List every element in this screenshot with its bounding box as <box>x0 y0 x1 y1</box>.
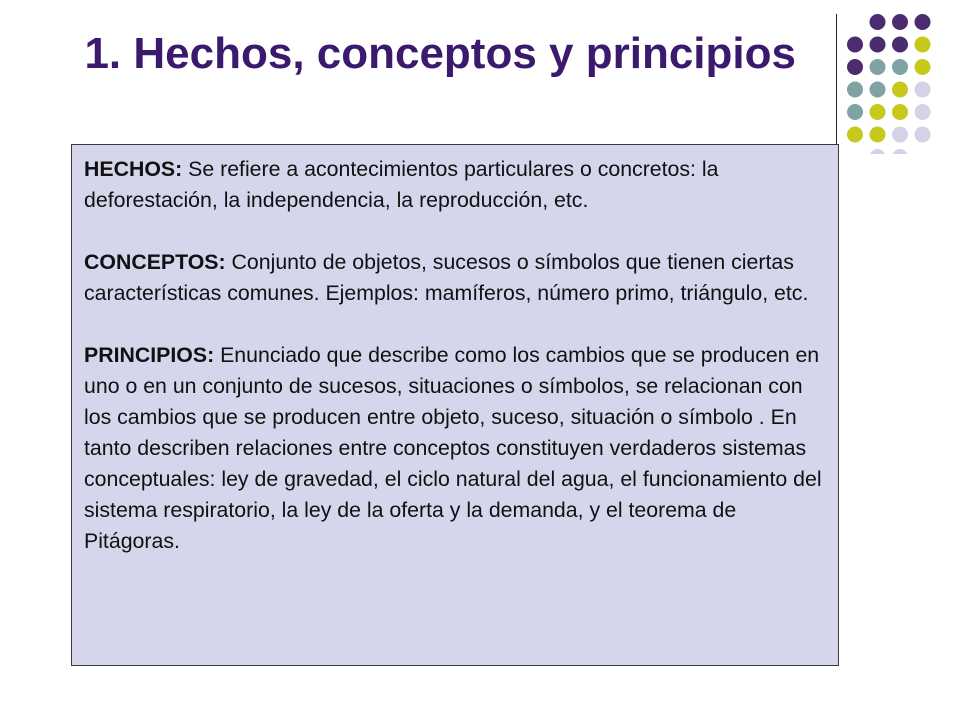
decorative-dot <box>870 37 886 53</box>
decorative-dot <box>870 127 886 143</box>
decorative-dot <box>847 127 863 143</box>
decorative-dot <box>892 82 908 98</box>
conceptos-text: Conjunto de objetos, sucesos o símbolos que tienen ciertas características comunes. Ejemplos: mamíferos, número primo, triángulo, etc. <box>84 250 809 305</box>
decorative-dot <box>915 127 931 143</box>
principios-definition <box>84 340 826 557</box>
hechos-text: Se refiere a acontecimientos particulares o concretos: la deforestación, la independencia, la reproducción, etc. <box>84 157 719 212</box>
title-divider-line <box>836 14 837 144</box>
hechos-term: HECHOS: <box>84 157 183 181</box>
decorative-dot <box>892 14 908 30</box>
decorative-dot <box>892 37 908 53</box>
conceptos-definition <box>84 247 826 309</box>
decorative-dot <box>892 104 908 120</box>
decorative-dot <box>892 59 908 75</box>
decorative-dot <box>915 14 931 30</box>
decorative-dot <box>892 149 908 154</box>
definitions-box <box>71 144 839 666</box>
decorative-dot <box>915 82 931 98</box>
decorative-dot <box>847 82 863 98</box>
decorative-dot <box>870 82 886 98</box>
conceptos-term: CONCEPTOS: <box>84 250 226 274</box>
decorative-dot <box>892 127 908 143</box>
decorative-dot <box>847 104 863 120</box>
slide-title: 1. Hechos, conceptos y principios <box>60 29 796 78</box>
decorative-dot <box>847 37 863 53</box>
hechos-definition <box>84 154 826 216</box>
principios-term: PRINCIPIOS: <box>84 343 215 367</box>
decorative-dot <box>870 14 886 30</box>
decorative-dot <box>915 104 931 120</box>
decorative-dot <box>915 37 931 53</box>
decorative-dot-grid <box>844 14 944 154</box>
decorative-dot <box>870 59 886 75</box>
decorative-dot <box>870 149 886 154</box>
decorative-dot <box>847 59 863 75</box>
decorative-dot <box>915 59 931 75</box>
decorative-dot <box>870 104 886 120</box>
principios-text: Enunciado que describe como los cambios que se producen en uno o en un conjunto de sucesos, situaciones o símbolos, se relacionan con los cambios que se producen entre objeto, suceso, situación o símbolo . En tanto describen relaciones entre conceptos constituyen verdaderos sistemas conceptuales: ley de gravedad, el ciclo natural del agua, el funcionamiento del sistema respiratorio, la ley de la oferta y la demanda, y el teorema de Pitágoras. <box>84 343 822 553</box>
